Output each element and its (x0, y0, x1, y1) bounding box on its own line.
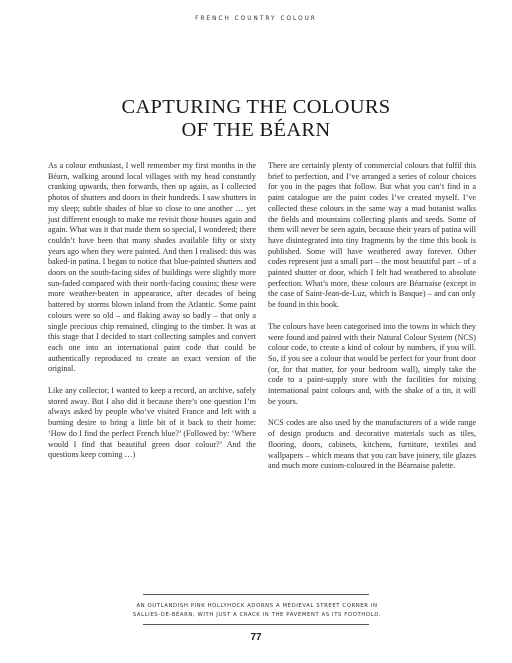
page-title (0, 96, 512, 142)
paragraph: NCS codes are also used by the manufacturers of a wide range of design products and decorative materials such as tiles, flooring, doors, cabinets, kitchens, furniture, textiles and wallpapers – which means that you can have joinery, tile glazes and much more custom-coloured in the Béarnaise palette. (268, 418, 476, 471)
caption-line-2: SALLIES-DE-BÉARN, WITH JUST A CRACK IN THE PAVEMENT AS ITS FOOTHOLD. (132, 611, 382, 618)
paragraph: Like any collector, I wanted to keep a record, an archive, safely stored away. But I also did it because there’s one question I’m always asked by people who’ve visited France and left with a burning desire to bring a little bit of it back to their home: ‘How do I find the perfect French blue?’ (Followed by: ‘Where would I find that beautiful green door colour?’ And the questions keep coming …) (48, 386, 256, 460)
running-head: FRENCH COUNTRY COLOUR (195, 16, 317, 22)
paragraph: The colours have been categorised into the towns in which they were found and paired with their Natural Colour System (NCS) colour code, to create a kind of colour by numbers, if you will. So, if you see a colour that would be perfect for your front door (or, for that matter, for your bedroom wall), simply take the code to a paint-supply store with the facilities for mixing international paint colours and, with the shake of a tin, it will be yours. (268, 321, 476, 406)
right-column (268, 161, 476, 483)
caption-line-1: AN OUTLANDISH PINK HOLLYHOCK ADORNS A MEDIEVAL STREET CORNER IN (136, 603, 378, 609)
title-line-1: CAPTURING THE COLOURS (121, 96, 391, 118)
paragraph: There are certainly plenty of commercial colours that fulfil this brief to perfection, and I’ve arranged a series of colour choices for you in the pages that follow. But what you can’t find in a paint catalogue are the paint codes I’ve created myself. I’ve collected these colours in the same way a mad botanist walks the fields and mountains collecting plants and seeds. Some of them will never be seen again, because their years of patina will have disintegrated into tiny fragments by the time this book is published. Some will have weathered away forever. Other codes represent just a small part – the most beautiful part – of a painted shutter or door, which I felt had weathered to absolute perfection. What’s more, these colours are Béarnaise (except in the case of Saint-Jean-de-Luz, which is Basque) – and can only be found in this book. (268, 161, 477, 310)
caption-rule-top (143, 594, 369, 595)
caption-rule-bottom (143, 624, 369, 625)
paragraph: As a colour enthusiast, I well remember my first months in the Béarn, walking around local villages with my head constantly cranking upwards, then forwards, then up again, as I collected photos of shutters and doors in their hundreds. I saw shutters in my sleep; subtle shades of blue so close to one another … yet just different enough to make me revisit those houses again and again. What was it that made them so special, I wondered; there couldn’t have been that many shades available fifty or sixty years ago when they were painted. And then I realised: this was baked-in patina. I began to notice that blue-painted shutters and doors on the south-facing sides of buildings were slightly more sun-faded compared with their north-facing cousins; these were more weather-beaten in appearance, after decades of being battered by storms blown inland from the Atlantic. Some paint colours were so old – and flaking away so badly – that only a single precious chip remained, clinging to the timber. It was at this stage that I decided to start collecting samples and convert each one into an international paint code that could be authentically reproduced to create an exact version of the original. (48, 161, 256, 374)
photo-caption (112, 602, 402, 619)
page-number: 77 (250, 632, 262, 643)
left-column (48, 161, 256, 472)
title-line-2: OF THE BÉARN (181, 119, 331, 141)
